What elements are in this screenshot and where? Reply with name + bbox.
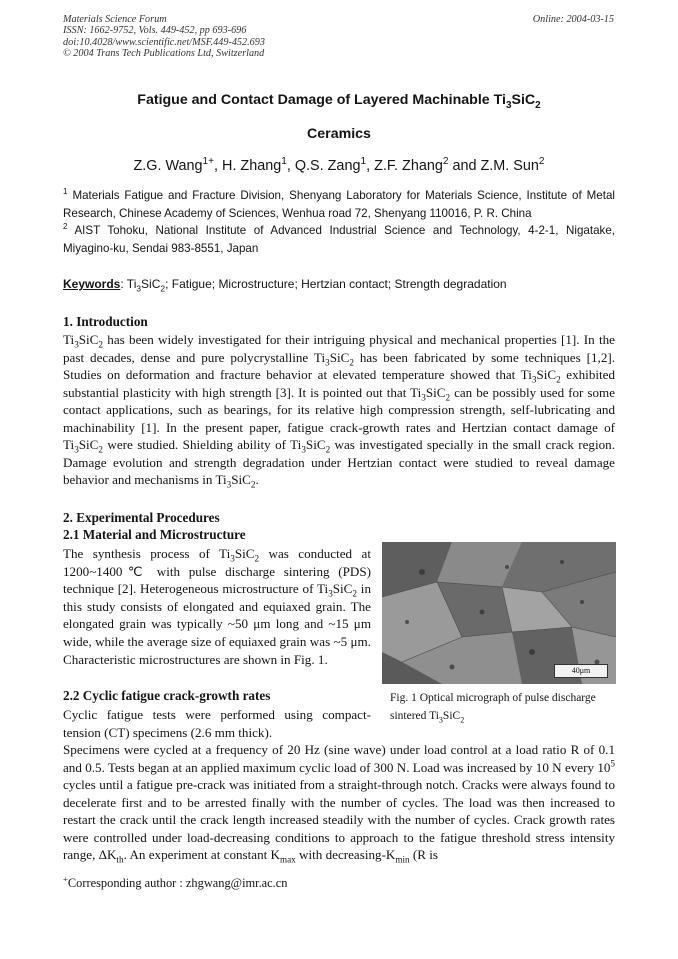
journal-name: Materials Science Forum [63,14,167,25]
section-heading-experimental: 2. Experimental Procedures [63,510,220,525]
section-heading-introduction: 1. Introduction [63,314,148,329]
online-date: Online: 2004-03-15 [532,14,614,25]
keywords-label: Keywords [63,277,121,291]
scale-bar: 40μm [554,664,608,678]
keywords: Keywords: $Ti_3SiC_2$; Fatigue; Microstructure; Hertzian contact; Strength degradation [63,277,507,294]
paper-title: Fatigue and Contact Damage of Layered Machinable $Ti_3SiC_2$ [137,92,541,111]
paper-title-line2: Ceramics [307,126,371,142]
micrograph-texture [382,542,616,684]
affiliation-2: $^2$ AIST Tohoku, National Institute of Advanced Industrial Science and Technology, 4-2-1, Nigatake, Miyagino-ku, Sendai 983-8551, Japan [63,222,615,255]
author: Q.S. Zang [294,158,361,174]
author: Z.F. Zhang [374,158,443,174]
doi-line: doi:10.4028/www.scientific.net/MSF.449-452.693 [63,36,265,48]
copyright-line: © 2004 Trans Tech Publications Ltd, Switzerland [63,48,265,60]
subsection-heading-fatigue: 2.2 Cyclic fatigue crack-growth rates [63,688,271,703]
corresponding-author-footnote: +Corresponding author : zhgwang@imr.ac.cn [63,873,288,890]
fatigue-paragraph-start: Cyclic fatigue tests were performed using compact-tension (CT) specimens (2.6 mm thick). [63,707,371,740]
micrograph-image [382,542,616,684]
author: Z.G. Wang [133,158,203,174]
subsection-heading-material: 2.1 Material and Microstructure [63,527,246,542]
material-paragraph: The synthesis process of $Ti_3SiC_2$ was conducted at 1200~1400℃ with pulse discharge sintering (PDS) technique [2]. Heterogeneous microstructure of $Ti_3SiC_2$ in this study consists of elongated and equiaxed grain. The elongated grain was typically ~50 μm long and ~15 μm wide, while the average size of equiaxed grain was ~5 μm. Characteristic microstructures are shown in Fig. 1. [63,546,371,667]
author: Z.M. Sun [480,158,539,174]
affiliation-1: $^1$ Materials Fatigue and Fracture Division, Shenyang Laboratory for Materials Science, Institute of Metal Research, Chinese Academy of Sciences, Wenhua road 72, Shenyang 110016, P. R. China [63,187,615,220]
figure-caption: Fig. 1 Optical micrograph of pulse discharge sintered $Ti_3SiC_2$ [390,692,596,724]
fatigue-paragraph: Specimens were cycled at a frequency of 20 Hz (sine wave) under load control at a load ratio R of 0.1 and 0.5. Tests began at an applied maximum cyclic load of 300 N. Load was increased by 10 N every $10^5$ cycles until a fatigue pre-crack was initiated from a straight-through notch. Cracks were always found to decelerate first and to be arrested finally with the number of cycles. The load was then increased to restart the crack until the crack length increased steadily with the number of cycles. Crack growth rates were controlled under load-decreasing conditions to approach to the fatigue threshold stress intensity range, $\Delta K_{th}$. An experiment at constant $K_{max}$ with decreasing-$K_{min}$ (R is [63,742,615,865]
issn-line: ISSN: 1662-9752, Vols. 449-452, pp 693-696 [63,25,247,37]
author: H. Zhang [222,158,282,174]
introduction-paragraph: $Ti_3SiC_2$ has been widely investigated for their intriguing physical and mechanical properties [1]. In the past decades, dense and pure polycrystalline $Ti_3SiC_2$ has been fabricated by some techniques [1,2]. Studies on deformation and fracture behavior at elevated temperature showed that $Ti_3SiC_2$ exhibited substantial plasticity with high strength [3]. It is pointed out that $Ti_3SiC_2$ can be possibly used for some contact applications, such as bearings, for its relative high compression strength, self-lubricating and machinability [1]. In the present paper, fatigue crack-growth rates and Hertzian contact damage of $Ti_3SiC_2$ were studied. Shielding ability of $Ti_3SiC_2$ was investigated specially in the small crack region. Damage evolution and strength degradation under Hertzian contact were studied to reveal damage behavior and mechanisms in $Ti_3SiC_2$. [63,332,616,490]
journal-header [63,14,265,60]
author-list: Z.G. Wang$^{1+}$, H. Zhang$^1$, Q.S. Zang$^1$, Z.F. Zhang$^2$ and Z.M. Sun$^2$ [133,156,545,174]
